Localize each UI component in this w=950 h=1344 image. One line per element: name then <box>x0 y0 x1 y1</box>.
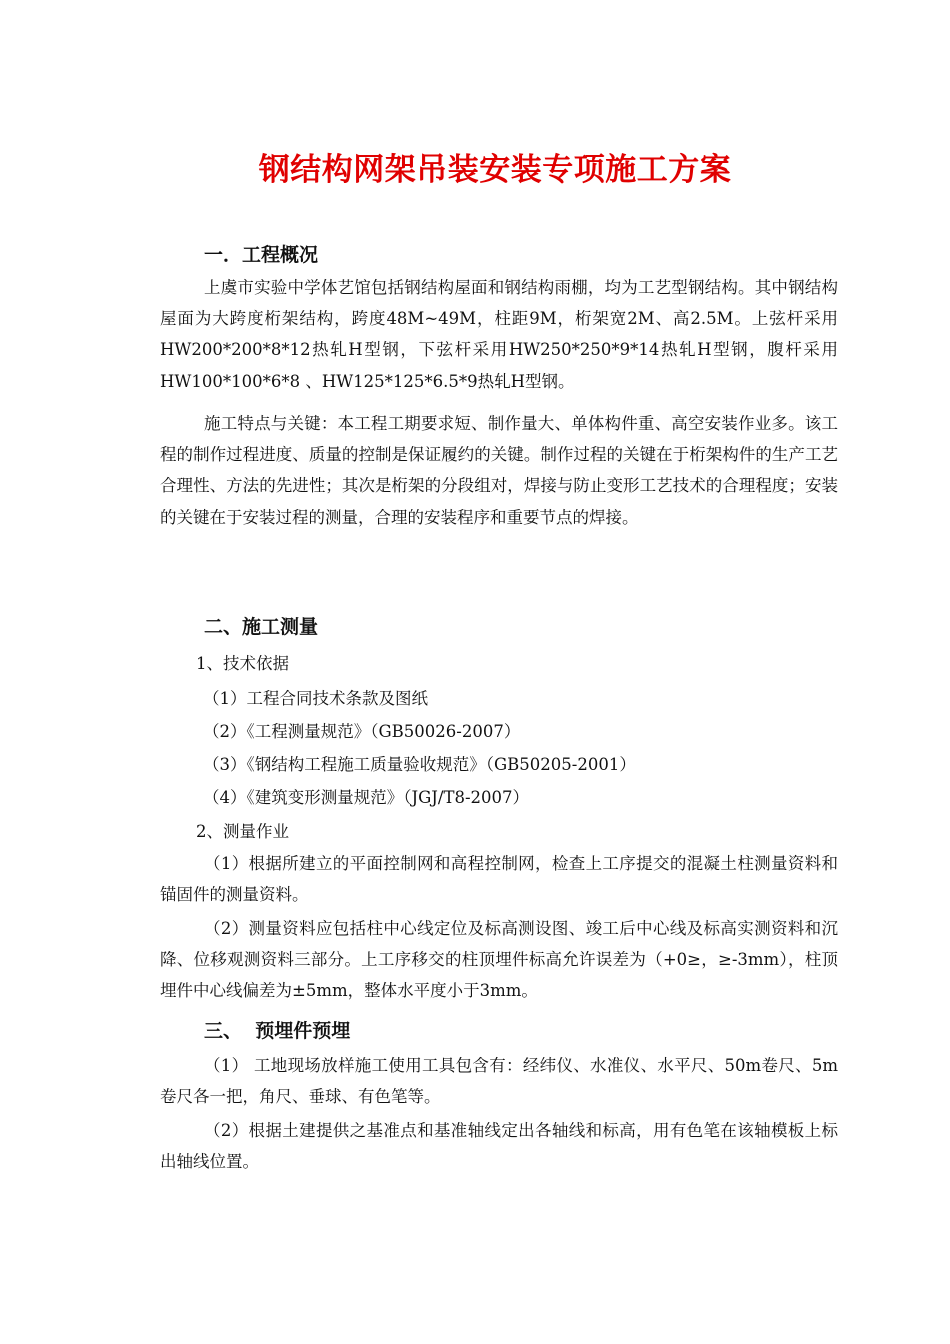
overview-paragraph-2: 施工特点与关键：本工程工期要求短、制作量大、单体构件重、高空安装作业多。该工程的制作过程进度、质量的控制是保证履约的关键。制作过程的关键在于桁架构件的生产工艺合理性、方法的先进性；其次是桁架的分段组对，焊接与防止变形工艺技术的合理程度；安装的关键在于安装过程的测量，合理的安装程序和重要节点的焊接。 <box>160 414 838 527</box>
section-heading-overview: 一．工程概况 <box>204 244 319 266</box>
embedded-paragraph-2: （2）根据土建提供之基准点和基准轴线定出各轴线和标高，用有色笔在该轴模板上标出轴线位置。 <box>160 1121 838 1172</box>
basis-item-1: （1）工程合同技术条款及图纸 <box>203 689 428 708</box>
basis-item-4: （4）《建筑变形测量规范》（JGJ/T8-2007） <box>203 788 530 807</box>
subheading-technical-basis: 1、技术依据 <box>196 654 289 673</box>
section-heading-survey: 二、施工测量 <box>204 616 319 638</box>
survey-paragraph-1: （1）根据所建立的平面控制网和高程控制网，检查上工序提交的混凝土柱测量资料和锚固件的测量资料。 <box>160 854 838 905</box>
basis-item-2: （2）《工程测量规范》（GB50026-2007） <box>203 722 521 741</box>
overview-paragraph-1: 上虞市实验中学体艺馆包括钢结构屋面和钢结构雨棚，均为工艺型钢结构。其中钢结构屋面为大跨度桁架结构，跨度48M~49M，柱距9M，桁架宽2M、高2.5M。上弦杆采用HW200*200*8*12热轧H型钢，下弦杆采用HW250*250*9*14热轧H型钢，腹杆采用HW100*100*6*8 、HW125*125*6.5*9热轧H型钢。 <box>160 278 838 391</box>
document-title: 钢结构网架吊装安装专项施工方案 <box>258 152 732 188</box>
embedded-paragraph-1: （1） 工地现场放样施工使用工具包含有：经纬仪、水准仪、水平尺、50m卷尺、5m卷尺各一把，角尺、垂球、有色笔等。 <box>160 1056 838 1107</box>
subheading-survey-work: 2、测量作业 <box>196 822 289 841</box>
section-heading-embedded-parts: 三、 预埋件预埋 <box>204 1020 351 1042</box>
basis-item-3: （3）《钢结构工程施工质量验收规范》（GB50205-2001） <box>203 755 636 774</box>
survey-paragraph-2: （2）测量资料应包括柱中心线定位及标高测设图、竣工后中心线及标高实测资料和沉降、位移观测资料三部分。上工序移交的柱顶埋件标高允许误差为（+0≥，≥-3mm），柱顶埋件中心线偏差为±5mm，整体水平度小于3mm。 <box>160 919 838 1001</box>
